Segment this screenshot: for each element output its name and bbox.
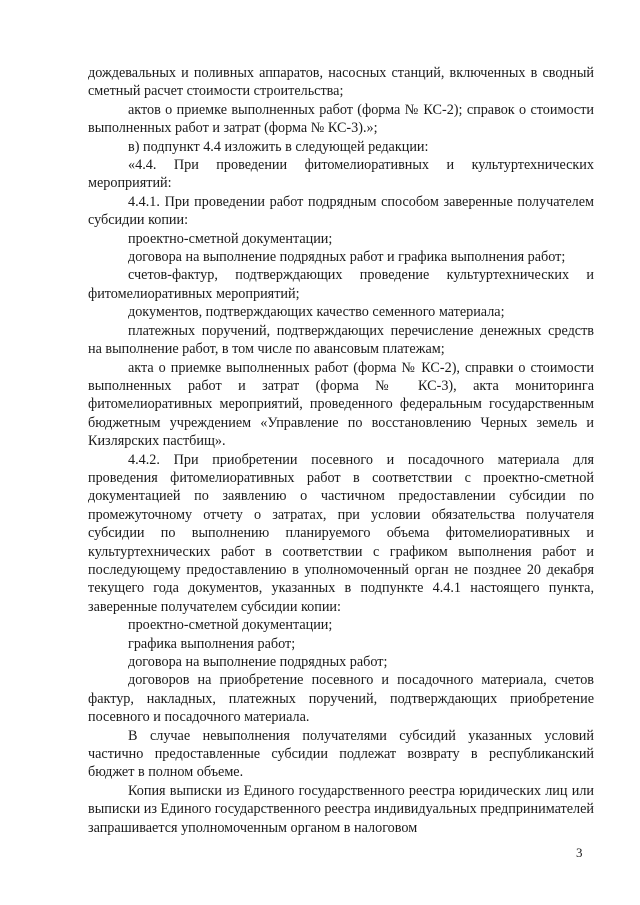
paragraph-6: проектно-сметной документации; <box>128 230 333 247</box>
paragraph-13: проектно-сметной документации; <box>128 617 333 634</box>
paragraph-2: актов о приемке выполненных работ (форма № КС-2); справок о стоимости выполненных работ и затрат (форма № КС-3).»; <box>88 101 594 137</box>
paragraph-15: договора на выполнение подрядных работ; <box>128 654 388 670</box>
paragraph-1: дождевальных и поливных аппаратов, насосных станций, включенных в сводный сметный расчет стоимости строительства; <box>88 65 594 100</box>
paragraph-14: графика выполнения работ; <box>128 635 296 652</box>
paragraph-7: договора на выполнение подрядных работ и графика выполнения работ; <box>128 249 566 266</box>
paragraph-16: договоров на приобретение посевного и посадочного материала, счетов фактур, накладных, платежных поручений, подтверждающих приобретение посевного и посадочного материала. <box>88 672 594 726</box>
paragraph-8: счетов-фактур, подтверждающих проведение культуртехнических и фитомелиоративных мероприятий; <box>88 267 594 302</box>
paragraph-9: документов, подтверждающих качество семенного материала; <box>128 304 505 321</box>
paragraph-3: в) подпункт 4.4 изложить в следующей редакции: <box>128 138 429 155</box>
paragraph-4: «4.4. При проведении фитомелиоративных и культуртехнических мероприятий: <box>88 157 594 192</box>
paragraph-12: 4.4.2. При приобретении посевного и посадочного материала для проведения фитомелиоративных работ в соответствии с проектно-сметной документацией по заявлению о частичном предоставлении субсидии по промежуточному отчету о затратах, при условии обязательства получателя субсидии по выполнению планируемого объема фитомелиоративных и культуртехнических работ в соответствии с графиком выполнения работ и последующему предоставлению в уполномоченный орган не позднее 20 декабря текущего года документов, указанных в подпункте 4.4.1 настоящего пункта, заверенные получателем субсидии копии: <box>88 451 594 615</box>
paragraph-18: Копия выписки из Единого государственного реестра юридических лиц или выписки из Единого государственного реестра индивидуальных предпринимателей запрашивается уполномоченным органом в налоговом <box>88 782 594 836</box>
document-body <box>88 64 594 837</box>
paragraph-11: акта о приемке выполненных работ (форма № КС-2), справки о стоимости выполненных работ и затрат (форма № КС-3), акта мониторинга фитомелиоративных мероприятий, проведенного федеральным государственным бюджетным учреждением «Управление по восстановлению Черных земель и Кизлярских пастбищ». <box>88 359 594 450</box>
paragraph-10: платежных поручений, подтверждающих перечисление денежных средств на выполнение работ, в том числе по авансовым платежам; <box>88 322 594 358</box>
paragraph-17: В случае невыполнения получателями субсидий указанных условий частично предоставленные субсидии подлежат возврату в республиканский бюджет в полном объеме. <box>88 727 594 781</box>
page-number: 3 <box>576 845 583 860</box>
paragraph-5: 4.4.1. При проведении работ подрядным способом заверенные получателем субсидии копии: <box>88 193 594 229</box>
